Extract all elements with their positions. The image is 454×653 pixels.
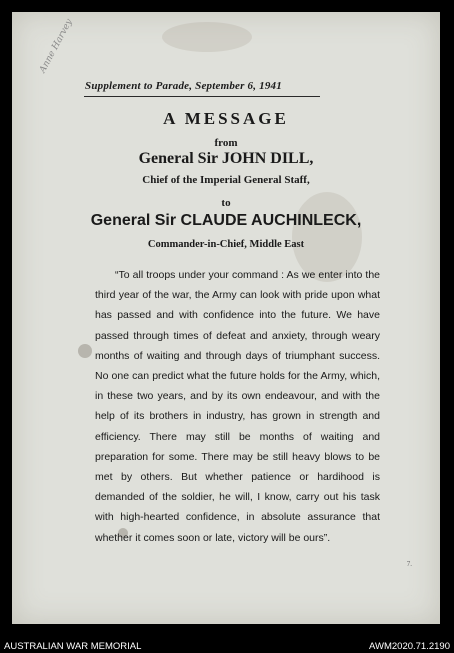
message-heading: A MESSAGE bbox=[163, 109, 289, 128]
footer-accession-number: AWM2020.71.2190 bbox=[369, 641, 450, 652]
message-body bbox=[95, 265, 380, 548]
recipient-name: General Sir CLAUDE AUCHINLECK, bbox=[90, 212, 362, 229]
message-paragraph: “To all troops under your command : As we enter into the third year of the war, the Army can look with pride upon what has passed and with confidence into the future. We have passed through times of defeat and anxiety, through weary months of waiting and through days of triumphant success. No one can predict what the future holds for the Army, which, in these two years, and by its own endeavour, and with the help of its brothers in industry, has grown in strength and efficiency. There may still be months of waiting and preparation for some. There may be still heavy blows to be met by others. But whether patience or hardihood is demanded of the soldier, he will, I know, carry out his task with high-hearted confidence, in absolute assurance that whether it comes soon or late, victory will be ours”. bbox=[95, 269, 380, 544]
footer-institution: AUSTRALIAN WAR MEMORIAL bbox=[4, 641, 142, 652]
sender-title: Chief of the Imperial General Staff, bbox=[142, 174, 310, 186]
divider-rule bbox=[84, 96, 320, 97]
handwritten-note: Anne Harvey bbox=[38, 17, 75, 75]
paper-stain bbox=[78, 344, 92, 358]
paper-stain bbox=[162, 22, 252, 52]
supplement-line: Supplement to Parade, September 6, 1941 bbox=[85, 80, 282, 92]
recipient-title: Commander-in-Chief, Middle East bbox=[147, 239, 305, 250]
footer-bar bbox=[0, 638, 454, 653]
to-label: to bbox=[221, 197, 231, 209]
document-page bbox=[12, 12, 440, 624]
sender-name: General Sir JOHN DILL, bbox=[138, 150, 314, 167]
from-label: from bbox=[214, 137, 238, 149]
margin-mark: 7. bbox=[406, 560, 412, 568]
